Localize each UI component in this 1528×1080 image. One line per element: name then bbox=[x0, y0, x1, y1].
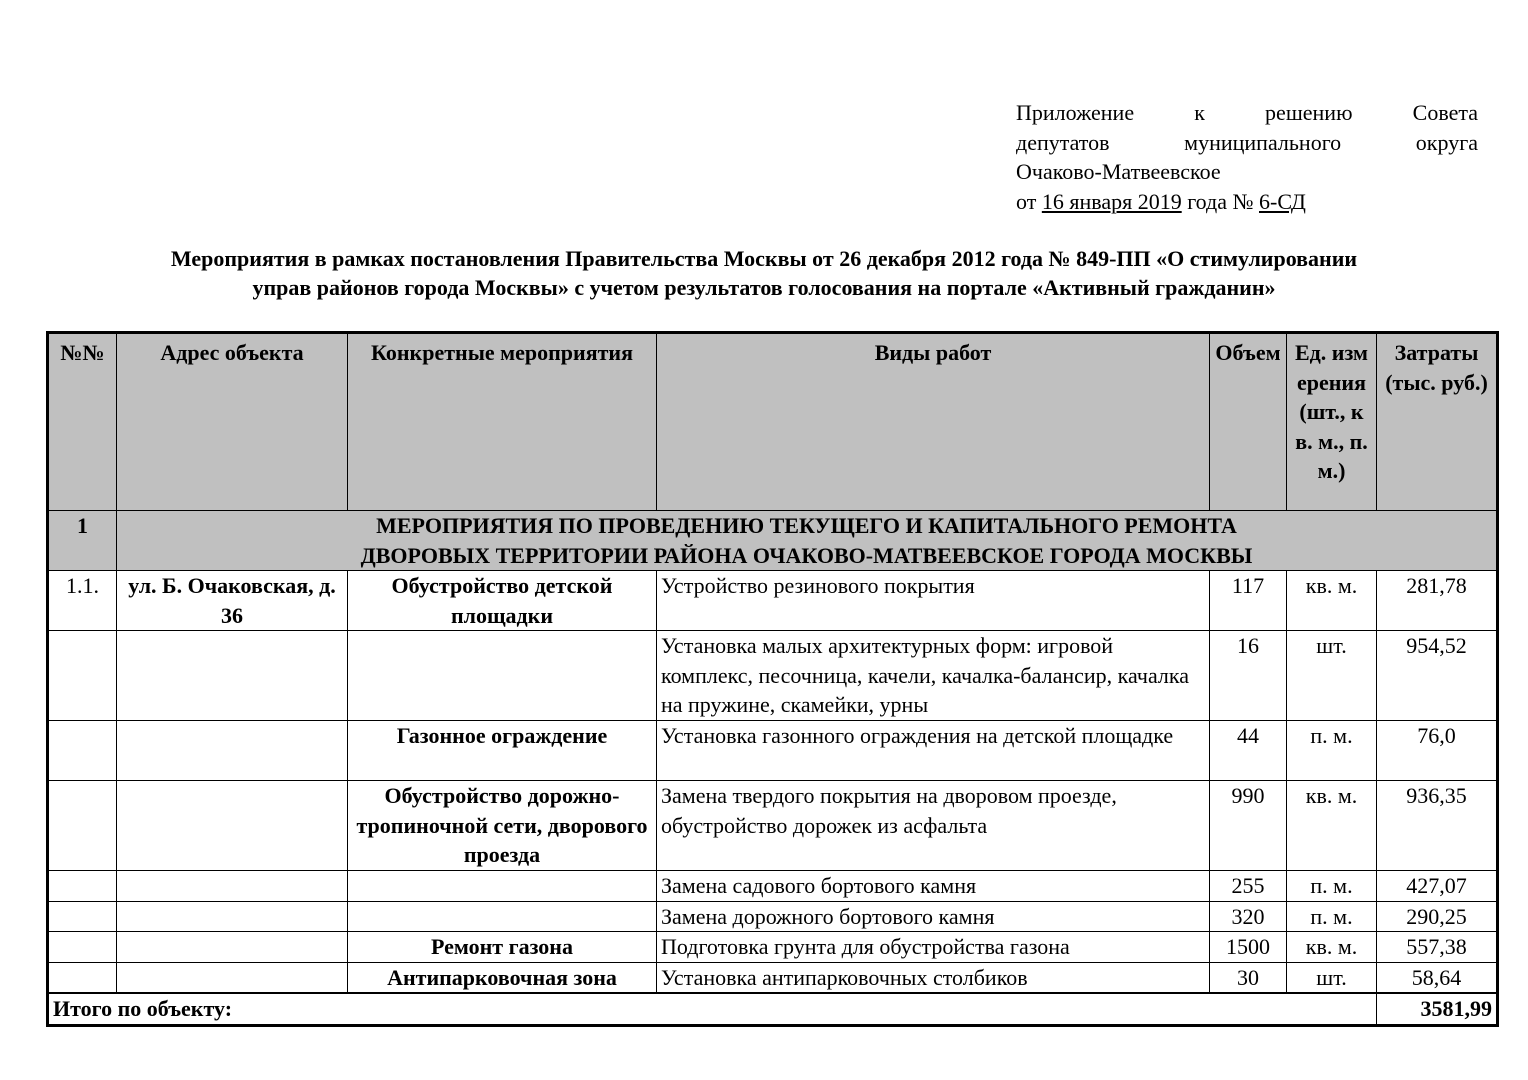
total-row bbox=[48, 993, 1498, 1025]
row-measure: Обустройство дорожно-тропиночной сети, дворового проезда bbox=[348, 781, 657, 871]
row-cost: 936,35 bbox=[1377, 781, 1498, 871]
row-work: Подготовка грунта для обустройства газона bbox=[657, 932, 1210, 963]
row-cost: 290,25 bbox=[1377, 901, 1498, 932]
header-volume: Объем bbox=[1210, 333, 1287, 511]
table-row bbox=[48, 962, 1498, 993]
section-title-line-2: ДВОРОВЫХ ТЕРРИТОРИИ РАЙОНА ОЧАКОВО-МАТВЕЕВСКОЕ ГОРОДА МОСКВЫ bbox=[360, 542, 1253, 568]
row-cost: 954,52 bbox=[1377, 631, 1498, 721]
row-measure: Газонное ограждение bbox=[348, 721, 657, 781]
row-measure bbox=[348, 901, 657, 932]
row-measure bbox=[348, 871, 657, 902]
total-label: Итого по объекту: bbox=[48, 993, 1377, 1025]
row-unit: шт. bbox=[1287, 631, 1377, 721]
row-num bbox=[48, 721, 117, 781]
appendix-number-prefix: года № bbox=[1187, 188, 1254, 214]
row-volume: 117 bbox=[1210, 571, 1287, 631]
appendix-line-1: Приложение к решению Совета bbox=[1016, 100, 1478, 125]
row-work: Замена твердого покрытия на дворовом проезде, обустройство дорожек из асфальта bbox=[657, 781, 1210, 871]
row-unit: кв. м. bbox=[1287, 781, 1377, 871]
row-cost: 281,78 bbox=[1377, 571, 1498, 631]
row-volume: 320 bbox=[1210, 901, 1287, 932]
row-address bbox=[117, 932, 348, 963]
row-volume: 255 bbox=[1210, 871, 1287, 902]
row-address bbox=[117, 631, 348, 721]
table-row bbox=[48, 781, 1498, 871]
row-volume: 30 bbox=[1210, 962, 1287, 993]
row-volume: 44 bbox=[1210, 721, 1287, 781]
header-unit: Ед. измерения (шт., кв. м., п. м.) bbox=[1287, 333, 1377, 511]
measures-table bbox=[46, 331, 1499, 1027]
row-num bbox=[48, 901, 117, 932]
table-row bbox=[48, 932, 1498, 963]
table-row bbox=[48, 871, 1498, 902]
row-work: Замена дорожного бортового камня bbox=[657, 901, 1210, 932]
row-num bbox=[48, 962, 117, 993]
section-title bbox=[117, 511, 1498, 571]
header-row bbox=[48, 333, 1498, 511]
appendix-line-4 bbox=[1016, 187, 1478, 217]
header-cost: Затраты (тыс. руб.) bbox=[1377, 333, 1498, 511]
total-value: 3581,99 bbox=[1377, 993, 1498, 1025]
row-num bbox=[48, 871, 117, 902]
title-line-1: Мероприятия в рамках постановления Правительства Москвы от 26 декабря 2012 года № 849-ПП «О стимулировании bbox=[170, 246, 1358, 271]
row-unit: п. м. bbox=[1287, 721, 1377, 781]
row-address: ул. Б. Очаковская, д. 36 bbox=[117, 571, 348, 631]
row-unit: кв. м. bbox=[1287, 571, 1377, 631]
row-measure: Ремонт газона bbox=[348, 932, 657, 963]
appendix-line-3: Очаково-Матвеевское bbox=[1016, 159, 1221, 184]
row-measure bbox=[348, 631, 657, 721]
row-address bbox=[117, 721, 348, 781]
header-address: Адрес объекта bbox=[117, 333, 348, 511]
row-work: Замена садового бортового камня bbox=[657, 871, 1210, 902]
row-volume: 990 bbox=[1210, 781, 1287, 871]
document-title bbox=[40, 244, 1488, 302]
table-row bbox=[48, 631, 1498, 721]
appendix-date-prefix: от bbox=[1016, 188, 1037, 214]
table-row bbox=[48, 571, 1498, 631]
row-cost: 557,38 bbox=[1377, 932, 1498, 963]
row-address bbox=[117, 962, 348, 993]
header-num: №№ bbox=[48, 333, 117, 511]
row-address bbox=[117, 871, 348, 902]
appendix-date: 16 января 2019 bbox=[1041, 188, 1182, 214]
appendix-block bbox=[1016, 98, 1478, 216]
row-work: Установка газонного ограждения на детской площадке bbox=[657, 721, 1210, 781]
row-address bbox=[117, 901, 348, 932]
section-title-line-1: МЕРОПРИЯТИЯ ПО ПРОВЕДЕНИЮ ТЕКУЩЕГО И КАПИТАЛЬНОГО РЕМОНТА bbox=[376, 513, 1237, 538]
row-unit: п. м. bbox=[1287, 871, 1377, 902]
row-cost: 427,07 bbox=[1377, 871, 1498, 902]
row-num bbox=[48, 781, 117, 871]
row-measure: Обустройство детской площадки bbox=[348, 571, 657, 631]
section-row bbox=[48, 511, 1498, 571]
row-num bbox=[48, 631, 117, 721]
row-work: Установка малых архитектурных форм: игровой комплекс, песочница, качели, качалка-балансир, качалка на пружине, скамейки, урны bbox=[657, 631, 1210, 721]
row-cost: 76,0 bbox=[1377, 721, 1498, 781]
row-work: Устройство резинового покрытия bbox=[657, 571, 1210, 631]
section-num: 1 bbox=[48, 511, 117, 571]
header-measures: Конкретные мероприятия bbox=[348, 333, 657, 511]
row-unit: шт. bbox=[1287, 962, 1377, 993]
appendix-number: 6-СД bbox=[1259, 188, 1306, 214]
row-measure: Антипарковочная зона bbox=[348, 962, 657, 993]
row-num bbox=[48, 932, 117, 963]
row-unit: п. м. bbox=[1287, 901, 1377, 932]
table-row bbox=[48, 901, 1498, 932]
row-num: 1.1. bbox=[48, 571, 117, 631]
row-address bbox=[117, 781, 348, 871]
row-cost: 58,64 bbox=[1377, 962, 1498, 993]
row-work: Установка антипарковочных столбиков bbox=[657, 962, 1210, 993]
row-volume: 1500 bbox=[1210, 932, 1287, 963]
row-unit: кв. м. bbox=[1287, 932, 1377, 963]
title-line-2: управ районов города Москвы» с учетом результатов голосования на портале «Активный гражданин» bbox=[252, 275, 1276, 300]
table-row bbox=[48, 721, 1498, 781]
row-volume: 16 bbox=[1210, 631, 1287, 721]
appendix-line-2: депутатов муниципального округа bbox=[1016, 129, 1478, 155]
header-works: Виды работ bbox=[657, 333, 1210, 511]
